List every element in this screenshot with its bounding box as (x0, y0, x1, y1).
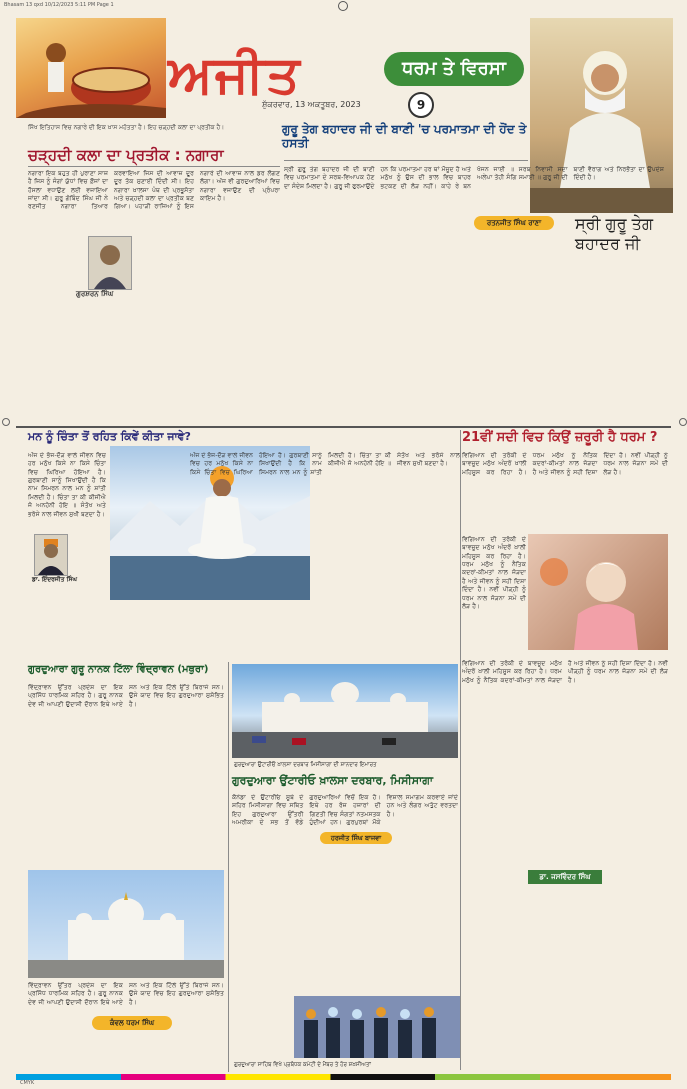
article3-body: ਅੱਜ ਦੇ ਭੱਜ-ਦੌੜ ਵਾਲੇ ਜੀਵਨ ਵਿਚ ਹਰ ਮਨੁੱਖ ਕਿਸੇ ਨਾ ਕਿਸੇ ਚਿੰਤਾ ਵਿਚ ਘਿਰਿਆ ਹੋਇਆ ਹੈ। ਗੁਰਬਾਣੀ ਸਾਨੂੰ ਸਿਖਾਉਂਦੀ ਹੈ ਕਿ ਨਾਮ ਸਿਮਰਨ ਨਾਲ ਮਨ ਨੂੰ ਸ਼ਾਂਤੀ ਮਿਲਦੀ ਹੈ। ਚਿੰਤਾ ਤਾ ਕੀ ਕੀਜੀਐ ਜੋ ਅਨਹੋਨੀ ਹੋਇ ॥ ਸੰਤੋਖ ਅਤੇ ਭਰੋਸੇ ਨਾਲ ਜੀਵਨ ਸੁਖੀ ਬਣਦਾ ਹੈ। (28, 452, 106, 518)
registration-mark (679, 418, 687, 426)
article5-headline: ਗੁਰਦੁਆਰਾ ਗੁਰੂ ਨਾਨਕ ਟਿੱਲਾ ਵਿੰਦ੍ਰਾਵਨ (ਮਥੁਰਾ) (28, 664, 209, 675)
article4-body: ਵਿਗਿਆਨ ਦੀ ਤਰੱਕੀ ਦੇ ਬਾਵਜੂਦ ਮਨੁੱਖ ਅੰਦਰੋਂ ਖ਼ਾਲੀ ਮਹਿਸੂਸ ਕਰ ਰਿਹਾ ਹੈ। ਧਰਮ ਮਨੁੱਖ ਨੂੰ ਨੈਤਿਕ ਕਦਰਾਂ-ਕੀਮਤਾਂ ਨਾਲ ਜੋੜਦਾ ਹੈ ਅਤੇ ਜੀਵਨ ਨੂੰ ਸਹੀ ਦਿਸ਼ਾ ਦਿੰਦਾ ਹੈ। ਨਵੀਂ ਪੀੜ੍ਹੀ ਨੂੰ ਧਰਮ ਨਾਲ ਜੋੜਨਾ ਸਮੇਂ ਦੀ ਲੋੜ ਹੈ। (462, 452, 668, 476)
gurdwara-mississauga-image (232, 664, 458, 758)
article2-author: ਰਤਨਜੀਤ ਸਿੰਘ ਰਾਣਾ (474, 216, 554, 230)
article6-body: ਕੈਨੇਡਾ ਦੇ ਉਂਟਾਰੀਓ ਸੂਬੇ ਦੇ ਸ਼ਹਿਰ ਮਿਸੀਸਾਗਾ ਵਿਚ ਸਥਿਤ ਇਹ ਗੁਰਦੁਆਰਾ ਉੱਤਰੀ ਅਮਰੀਕਾ ਦੇ ਸਭ ਤੋਂ ਵੱਡੇ ਗੁਰਦੁਆਰਿਆਂ ਵਿਚੋਂ ਇਕ ਹੈ। ਇਥੇ ਹਰ ਰੋਜ਼ ਹਜ਼ਾਰਾਂ ਦੀ ਗਿਣਤੀ ਵਿਚ ਸੰਗਤਾਂ ਨਤਮਸਤਕ ਹੁੰਦੀਆਂ ਹਨ। ਗੁਰਪੁਰਬਾਂ ਮੌਕੇ ਵਿਸ਼ਾਲ ਸਮਾਗਮ ਕਰਵਾਏ ਜਾਂਦੇ ਹਨ ਅਤੇ ਲੰਗਰ ਅਤੁੱਟ ਵਰਤਦਾ ਹੈ। (232, 794, 458, 827)
registration-mark (2, 418, 10, 426)
color-registration-bar (16, 1074, 671, 1080)
article1-headline: ਚੜ੍ਹਦੀ ਕਲਾ ਦਾ ਪ੍ਰਤੀਕ : ਨਗਾਰਾ (28, 146, 224, 164)
article6-headline: ਗੁਰਦੁਆਰਾ ਉਂਟਾਰੀਓ ਖ਼ਾਲਸਾ ਦਰਬਾਰ, ਮਿਸੀਸਾਗਾ (232, 774, 434, 787)
article5-author: ਕੰਵਲ ਧਰਮ ਸਿੰਘ (92, 1016, 172, 1030)
article4-body-lower: ਵਿਗਿਆਨ ਦੀ ਤਰੱਕੀ ਦੇ ਬਾਵਜੂਦ ਮਨੁੱਖ ਅੰਦਰੋਂ ਖ਼ਾਲੀ ਮਹਿਸੂਸ ਕਰ ਰਿਹਾ ਹੈ। ਧਰਮ ਮਨੁੱਖ ਨੂੰ ਨੈਤਿਕ ਕਦਰਾਂ-ਕੀਮਤਾਂ ਨਾਲ ਜੋੜਦਾ ਹੈ ਅਤੇ ਜੀਵਨ ਨੂੰ ਸਹੀ ਦਿਸ਼ਾ ਦਿੰਦਾ ਹੈ। ਨਵੀਂ ਪੀੜ੍ਹੀ ਨੂੰ ਧਰਮ ਨਾਲ ਜੋੜਨਾ ਸਮੇਂ ਦੀ ਲੋੜ ਹੈ। (462, 660, 668, 684)
article6-author: ਹਰਜੀਤ ਸਿੰਘ ਬਾਜਵਾ (320, 832, 392, 844)
article1-intro: ਸਿੱਖ ਇਤਿਹਾਸ ਵਿਚ ਨਗਾਰੇ ਦੀ ਇਕ ਖ਼ਾਸ ਮਹੱਤਤਾ ਹੈ। ਇਹ ਚੜ੍ਹਦੀ ਕਲਾ ਦਾ ਪ੍ਰਤੀਕ ਹੈ। (28, 124, 225, 131)
article6-photo-caption: ਗੁਰਦੁਆਰਾ ਉਂਟਾਰੀਓ ਖ਼ਾਲਸਾ ਦਰਬਾਰ ਮਿਸੀਸਾਗਾ ਦੀ ਸ਼ਾਨਦਾਰ ਇਮਾਰਤ (234, 762, 377, 768)
article3-author: ਡਾ. ਇੰਦਰਜੀਤ ਸਿੰਘ (32, 576, 77, 583)
footer-cmyk: CMYK (20, 1080, 35, 1086)
committee-photo (294, 996, 460, 1058)
article4-headline: 21ਵੀਂ ਸਦੀ ਵਿਚ ਕਿਉਂ ਜ਼ਰੂਰੀ ਹੈ ਧਰਮ ? (462, 430, 658, 445)
section-badge: ਧਰਮ ਤੇ ਵਿਰਸਾ (384, 52, 524, 86)
author-photo (88, 236, 132, 290)
article5-body: ਵਿੰਦ੍ਰਾਵਨ ਉੱਤਰ ਪ੍ਰਦੇਸ਼ ਦਾ ਇਕ ਪ੍ਰਸਿੱਧ ਧਾਰਮਿਕ ਸ਼ਹਿਰ ਹੈ। ਗੁਰੂ ਨਾਨਕ ਦੇਵ ਜੀ ਆਪਣੀ ਉਦਾਸੀ ਦੌਰਾਨ ਇਥੇ ਆਏ ਸਨ ਅਤੇ ਇਕ ਟਿੱਲੇ ਉੱਤੇ ਬਿਰਾਜੇ ਸਨ। ਉਸੇ ਯਾਦ ਵਿਚ ਇਹ ਗੁਰਦੁਆਰਾ ਸੁਸ਼ੋਭਿਤ ਹੈ। (28, 684, 224, 708)
article3-body-cont: ਅੱਜ ਦੇ ਭੱਜ-ਦੌੜ ਵਾਲੇ ਜੀਵਨ ਵਿਚ ਹਰ ਮਨੁੱਖ ਕਿਸੇ ਨਾ ਕਿਸੇ ਚਿੰਤਾ ਵਿਚ ਘਿਰਿਆ ਹੋਇਆ ਹੈ। ਗੁਰਬਾਣੀ ਸਾਨੂੰ ਸਿਖਾਉਂਦੀ ਹੈ ਕਿ ਨਾਮ ਸਿਮਰਨ ਨਾਲ ਮਨ ਨੂੰ ਸ਼ਾਂਤੀ ਮਿਲਦੀ ਹੈ। ਚਿੰਤਾ ਤਾ ਕੀ ਕੀਜੀਐ ਜੋ ਅਨਹੋਨੀ ਹੋਇ ॥ ਸੰਤੋਖ ਅਤੇ ਭਰੋਸੇ ਨਾਲ ਜੀਵਨ ਸੁਖੀ ਬਣਦਾ ਹੈ। (190, 452, 460, 476)
article1-body: ਨਗਾਰਾ ਇਕ ਬਹੁਤ ਹੀ ਪੁਰਾਣਾ ਸਾਜ਼ ਹੈ ਜਿਸ ਨੂੰ ਜੰਗਾਂ ਯੁੱਧਾਂ ਵਿਚ ਫ਼ੌਜਾਂ ਦਾ ਹੌਸਲਾ ਵਧਾਉਣ ਲਈ ਵਜਾਇਆ ਜਾਂਦਾ ਸੀ। ਗੁਰੂ ਗੋਬਿੰਦ ਸਿੰਘ ਜੀ ਨੇ ਰਣਜੀਤ ਨਗਾਰਾ ਤਿਆਰ ਕਰਵਾਇਆ ਜਿਸ ਦੀ ਆਵਾਜ਼ ਦੂਰ ਦੂਰ ਤੱਕ ਸੁਣਾਈ ਦਿੰਦੀ ਸੀ। ਇਹ ਨਗਾਰਾ ਖ਼ਾਲਸਾ ਪੰਥ ਦੀ ਪ੍ਰਭੂਸੱਤਾ ਅਤੇ ਚੜ੍ਹਦੀ ਕਲਾ ਦਾ ਪ੍ਰਤੀਕ ਬਣ ਗਿਆ। ਪਹਾੜੀ ਰਾਜਿਆਂ ਨੂੰ ਇਸ ਨਗਾਰੇ ਦੀ ਆਵਾਜ਼ ਨਾਲ ਡਰ ਲੱਗਣ ਲੱਗਾ। ਅੱਜ ਵੀ ਗੁਰਦੁਆਰਿਆਂ ਵਿਚ ਨਗਾਰਾ ਵਜਾਉਣ ਦੀ ਪ੍ਰੰਪਰਾ ਕਾਇਮ ਹੈ। (28, 170, 280, 211)
child-praying-image (528, 534, 668, 650)
masthead-title: ਅਜੀਤ (168, 44, 302, 105)
issue-date: ਸ਼ੁੱਕਰਵਾਰ, 13 ਅਕਤੂਬਰ, 2023 (262, 100, 361, 109)
registration-mark (338, 1, 348, 11)
author-photo (34, 534, 68, 576)
gurdwara-tilla-image (28, 870, 224, 978)
article4-author: ਡਾ. ਜਸਵਿੰਦਰ ਸਿੰਘ (528, 870, 602, 884)
article2-headline: ਗੁਰੂ ਤੇਗ ਬਹਾਦਰ ਜੀ ਦੀ ਬਾਣੀ 'ਚ ਪਰਮਾਤਮਾ ਦੀ ਹੋਂਦ ਤੇ ਹਸਤੀ (282, 122, 527, 151)
article1-author: ਗੁਰਸ਼ਰਨ ਸਿੰਘ (76, 290, 114, 298)
article6-bottom-caption: ਗੁਰਦੁਆਰਾ ਸਾਹਿਬ ਵਿਖੇ ਪ੍ਰਬੰਧਕ ਕਮੇਟੀ ਦੇ ਮੈਂਬਰ ਤੇ ਹੋਰ ਸ਼ਖ਼ਸੀਅਤਾਂ (234, 1062, 371, 1068)
article2-body: ਸ੍ਰੀ ਗੁਰੂ ਤੇਗ ਬਹਾਦਰ ਜੀ ਦੀ ਬਾਣੀ ਵਿਚ ਪਰਮਾਤਮਾ ਦੇ ਸਰਬ-ਵਿਆਪਕ ਹੋਣ ਦਾ ਸੰਦੇਸ਼ ਮਿਲਦਾ ਹੈ। ਗੁਰੂ ਜੀ ਫੁਰਮਾਉਂਦੇ ਹਨ ਕਿ ਪਰਮਾਤਮਾ ਹਰ ਥਾਂ ਮੌਜੂਦ ਹੈ ਅਤੇ ਮਨੁੱਖ ਨੂੰ ਉਸ ਦੀ ਭਾਲ ਵਿਚ ਬਾਹਰ ਭਟਕਣ ਦੀ ਲੋੜ ਨਹੀਂ। ਕਾਹੇ ਰੇ ਬਨ ਖੋਜਨ ਜਾਈ ॥ ਸਰਬ ਨਿਵਾਸੀ ਸਦਾ ਅਲੇਪਾ ਤੋਹੀ ਸੰਗਿ ਸਮਾਈ ॥ ਗੁਰੂ ਜੀ ਦੀ ਬਾਣੀ ਵੈਰਾਗ ਅਤੇ ਨਿਰਭੈਤਾ ਦਾ ਉਪਦੇਸ਼ ਦਿੰਦੀ ਹੈ। (284, 166, 664, 190)
printer-slug: Bhasam 13 qxd 10/12/2023 5:11 PM Page 1 (4, 2, 114, 8)
article5-body-lower: ਵਿੰਦ੍ਰਾਵਨ ਉੱਤਰ ਪ੍ਰਦੇਸ਼ ਦਾ ਇਕ ਪ੍ਰਸਿੱਧ ਧਾਰਮਿਕ ਸ਼ਹਿਰ ਹੈ। ਗੁਰੂ ਨਾਨਕ ਦੇਵ ਜੀ ਆਪਣੀ ਉਦਾਸੀ ਦੌਰਾਨ ਇਥੇ ਆਏ ਸਨ ਅਤੇ ਇਕ ਟਿੱਲੇ ਉੱਤੇ ਬਿਰਾਜੇ ਸਨ। ਉਸੇ ਯਾਦ ਵਿਚ ਇਹ ਗੁਰਦੁਆਰਾ ਸੁਸ਼ੋਭਿਤ ਹੈ। (28, 982, 224, 1006)
article3-headline: ਮਨ ਨੂੰ ਚਿੰਤਾ ਤੋਂ ਰਹਿਤ ਕਿਵੇਂ ਕੀਤਾ ਜਾਵੇ? (28, 430, 191, 443)
article4-body-cont: ਵਿਗਿਆਨ ਦੀ ਤਰੱਕੀ ਦੇ ਬਾਵਜੂਦ ਮਨੁੱਖ ਅੰਦਰੋਂ ਖ਼ਾਲੀ ਮਹਿਸੂਸ ਕਰ ਰਿਹਾ ਹੈ। ਧਰਮ ਮਨੁੱਖ ਨੂੰ ਨੈਤਿਕ ਕਦਰਾਂ-ਕੀਮਤਾਂ ਨਾਲ ਜੋੜਦਾ ਹੈ ਅਤੇ ਜੀਵਨ ਨੂੰ ਸਹੀ ਦਿਸ਼ਾ ਦਿੰਦਾ ਹੈ। ਨਵੀਂ ਪੀੜ੍ਹੀ ਨੂੰ ਧਰਮ ਨਾਲ ਜੋੜਨਾ ਸਮੇਂ ਦੀ ਲੋੜ ਹੈ। (462, 536, 526, 610)
masthead-left-image (16, 18, 166, 118)
page-number: 9 (408, 92, 434, 118)
right-image-caption: ਸ੍ਰੀ ਗੁਰੂ ਤੇਗ ਬਹਾਦਰ ਜੀ (575, 214, 653, 253)
